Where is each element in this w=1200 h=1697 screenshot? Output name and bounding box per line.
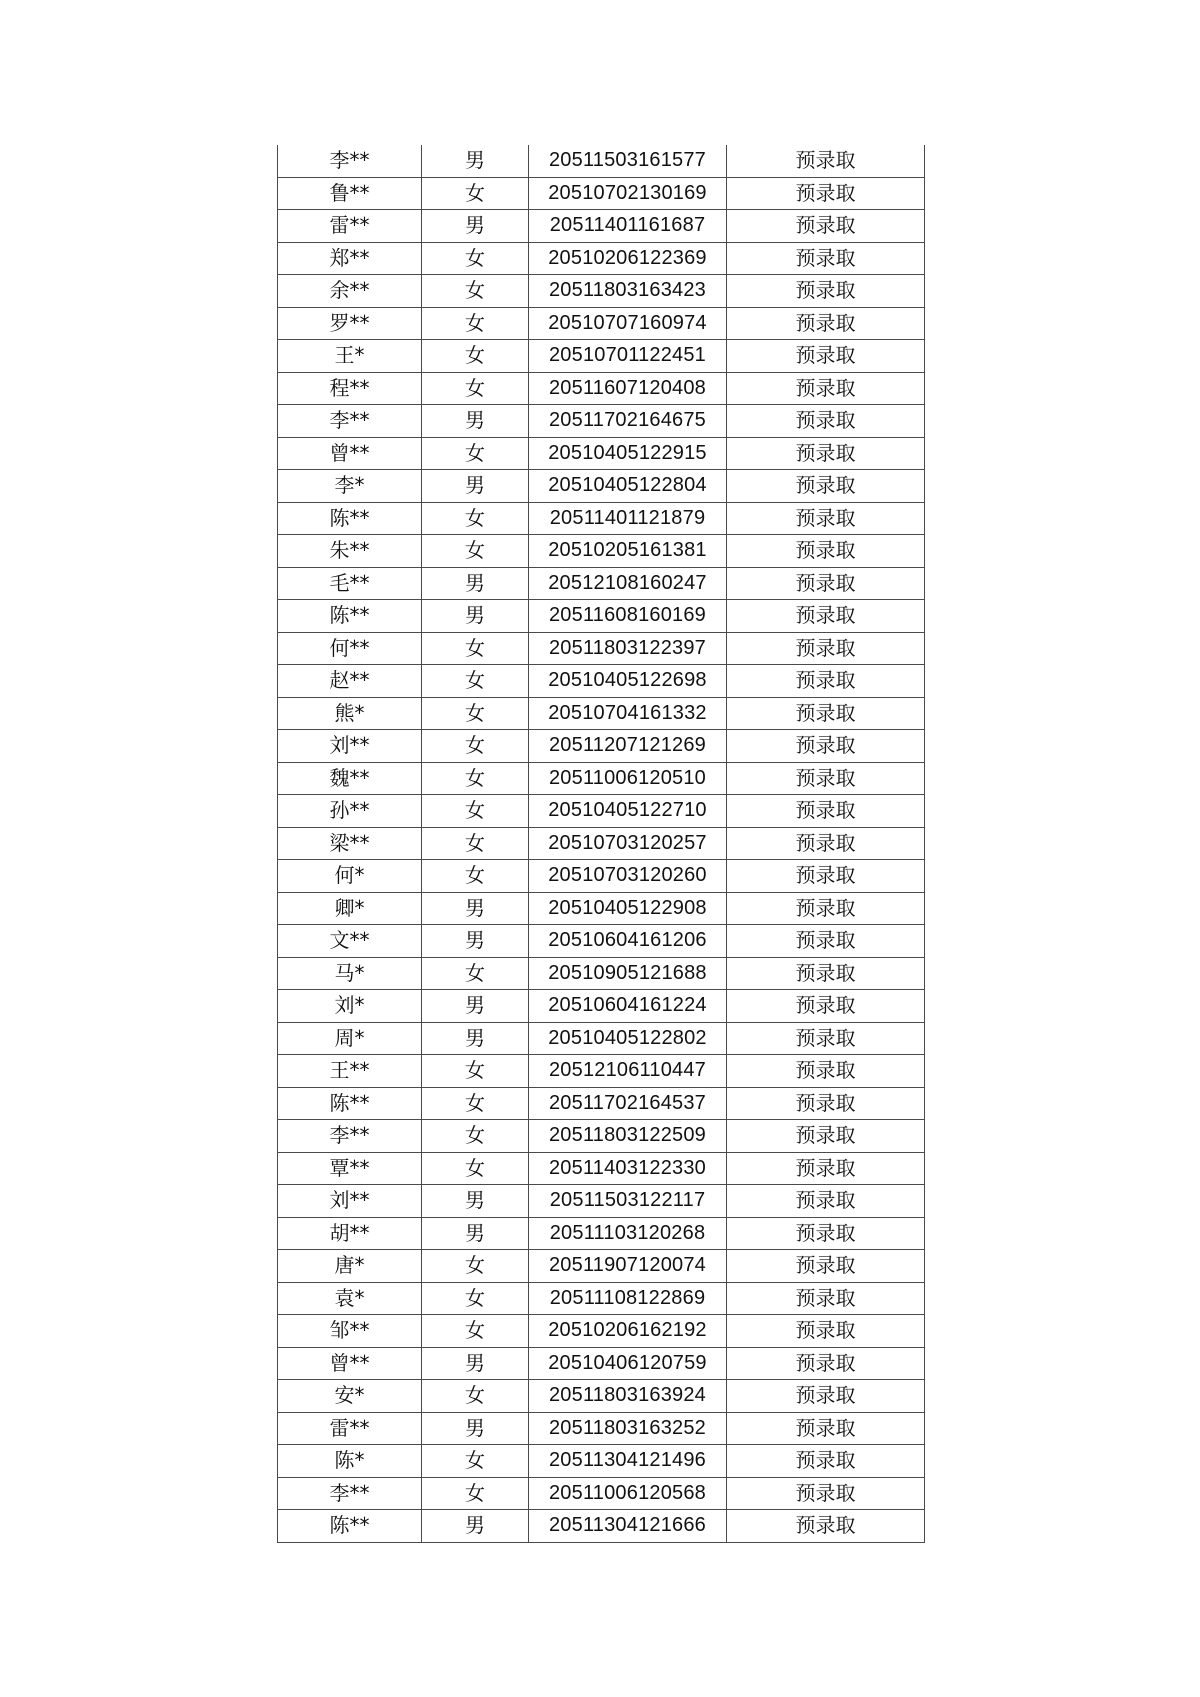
name-cell: 马* xyxy=(278,957,422,990)
candidate-id-cell: 20510707160974 xyxy=(529,307,727,340)
name-cell: 陈** xyxy=(278,502,422,535)
gender-cell: 男 xyxy=(422,1217,529,1250)
candidate-id-cell: 20511108122869 xyxy=(529,1282,727,1315)
candidate-id-cell: 20510405122698 xyxy=(529,665,727,698)
gender-cell: 女 xyxy=(422,827,529,860)
table-row xyxy=(278,340,925,373)
name-cell: 陈* xyxy=(278,1445,422,1478)
table-row xyxy=(278,1445,925,1478)
name-cell: 刘** xyxy=(278,1185,422,1218)
candidate-id-cell: 20511608160169 xyxy=(529,600,727,633)
status-cell: 预录取 xyxy=(727,1315,925,1348)
candidate-id-cell: 20511403122330 xyxy=(529,1152,727,1185)
name-cell: 曾** xyxy=(278,1347,422,1380)
status-cell: 预录取 xyxy=(727,567,925,600)
table-row xyxy=(278,275,925,308)
status-cell: 预录取 xyxy=(727,1022,925,1055)
name-cell: 赵** xyxy=(278,665,422,698)
candidate-id-cell: 20511503161577 xyxy=(529,145,727,177)
gender-cell: 男 xyxy=(422,470,529,503)
table-row xyxy=(278,470,925,503)
table-row xyxy=(278,957,925,990)
table-row xyxy=(278,1022,925,1055)
status-cell: 预录取 xyxy=(727,210,925,243)
name-cell: 李** xyxy=(278,405,422,438)
table-row xyxy=(278,145,925,177)
status-cell: 预录取 xyxy=(727,632,925,665)
candidate-id-cell: 20511503122117 xyxy=(529,1185,727,1218)
name-cell: 胡** xyxy=(278,1217,422,1250)
status-cell: 预录取 xyxy=(727,1510,925,1543)
status-cell: 预录取 xyxy=(727,795,925,828)
candidate-id-cell: 20511304121496 xyxy=(529,1445,727,1478)
table-row xyxy=(278,600,925,633)
status-cell: 预录取 xyxy=(727,1152,925,1185)
status-cell: 预录取 xyxy=(727,1380,925,1413)
status-cell: 预录取 xyxy=(727,307,925,340)
name-cell: 王* xyxy=(278,340,422,373)
table-row xyxy=(278,307,925,340)
name-cell: 覃** xyxy=(278,1152,422,1185)
status-cell: 预录取 xyxy=(727,827,925,860)
gender-cell: 男 xyxy=(422,1347,529,1380)
name-cell: 李* xyxy=(278,470,422,503)
status-cell: 预录取 xyxy=(727,535,925,568)
status-cell: 预录取 xyxy=(727,437,925,470)
candidate-id-cell: 20510905121688 xyxy=(529,957,727,990)
gender-cell: 女 xyxy=(422,1152,529,1185)
table-row xyxy=(278,632,925,665)
gender-cell: 女 xyxy=(422,795,529,828)
table-row xyxy=(278,1120,925,1153)
name-cell: 雷** xyxy=(278,1412,422,1445)
name-cell: 程** xyxy=(278,372,422,405)
status-cell: 预录取 xyxy=(727,990,925,1023)
gender-cell: 女 xyxy=(422,1055,529,1088)
status-cell: 预录取 xyxy=(727,730,925,763)
table-row xyxy=(278,665,925,698)
status-cell: 预录取 xyxy=(727,145,925,177)
candidate-id-cell: 20511607120408 xyxy=(529,372,727,405)
candidate-id-cell: 20511103120268 xyxy=(529,1217,727,1250)
candidate-id-cell: 20511803163252 xyxy=(529,1412,727,1445)
candidate-id-cell: 20511304121666 xyxy=(529,1510,727,1543)
candidate-id-cell: 20510405122908 xyxy=(529,892,727,925)
gender-cell: 女 xyxy=(422,502,529,535)
table-row xyxy=(278,1185,925,1218)
table-row xyxy=(278,1412,925,1445)
name-cell: 罗** xyxy=(278,307,422,340)
name-cell: 陈** xyxy=(278,1510,422,1543)
table-row xyxy=(278,892,925,925)
candidate-id-cell: 20511207121269 xyxy=(529,730,727,763)
status-cell: 预录取 xyxy=(727,1445,925,1478)
candidate-id-cell: 20511803163423 xyxy=(529,275,727,308)
name-cell: 魏** xyxy=(278,762,422,795)
status-cell: 预录取 xyxy=(727,502,925,535)
status-cell: 预录取 xyxy=(727,1347,925,1380)
name-cell: 文** xyxy=(278,925,422,958)
table-row xyxy=(278,860,925,893)
candidate-id-cell: 20510206162192 xyxy=(529,1315,727,1348)
name-cell: 何* xyxy=(278,860,422,893)
name-cell: 刘* xyxy=(278,990,422,1023)
table-row xyxy=(278,437,925,470)
table-row xyxy=(278,1152,925,1185)
name-cell: 毛** xyxy=(278,567,422,600)
name-cell: 陈** xyxy=(278,600,422,633)
gender-cell: 女 xyxy=(422,697,529,730)
table-row xyxy=(278,925,925,958)
candidate-id-cell: 20510405122915 xyxy=(529,437,727,470)
status-cell: 预录取 xyxy=(727,762,925,795)
name-cell: 孙** xyxy=(278,795,422,828)
table-row xyxy=(278,535,925,568)
gender-cell: 女 xyxy=(422,1120,529,1153)
name-cell: 周* xyxy=(278,1022,422,1055)
status-cell: 预录取 xyxy=(727,1217,925,1250)
status-cell: 预录取 xyxy=(727,1282,925,1315)
table-row xyxy=(278,1510,925,1543)
table-row xyxy=(278,567,925,600)
candidate-id-cell: 20510205161381 xyxy=(529,535,727,568)
table-row xyxy=(278,405,925,438)
name-cell: 郑** xyxy=(278,242,422,275)
table-row xyxy=(278,762,925,795)
table-row xyxy=(278,1055,925,1088)
admission-table xyxy=(277,145,925,1543)
gender-cell: 女 xyxy=(422,1380,529,1413)
status-cell: 预录取 xyxy=(727,340,925,373)
name-cell: 卿* xyxy=(278,892,422,925)
name-cell: 邹** xyxy=(278,1315,422,1348)
status-cell: 预录取 xyxy=(727,665,925,698)
gender-cell: 男 xyxy=(422,892,529,925)
name-cell: 熊* xyxy=(278,697,422,730)
gender-cell: 女 xyxy=(422,372,529,405)
candidate-id-cell: 20510206122369 xyxy=(529,242,727,275)
gender-cell: 女 xyxy=(422,535,529,568)
status-cell: 预录取 xyxy=(727,860,925,893)
table-row xyxy=(278,827,925,860)
name-cell: 刘** xyxy=(278,730,422,763)
table-row xyxy=(278,1477,925,1510)
gender-cell: 女 xyxy=(422,1315,529,1348)
gender-cell: 男 xyxy=(422,1412,529,1445)
candidate-id-cell: 20510701122451 xyxy=(529,340,727,373)
gender-cell: 男 xyxy=(422,567,529,600)
gender-cell: 女 xyxy=(422,1282,529,1315)
name-cell: 安* xyxy=(278,1380,422,1413)
status-cell: 预录取 xyxy=(727,600,925,633)
candidate-id-cell: 20512108160247 xyxy=(529,567,727,600)
status-cell: 预录取 xyxy=(727,372,925,405)
gender-cell: 女 xyxy=(422,1250,529,1283)
table-row xyxy=(278,1250,925,1283)
gender-cell: 女 xyxy=(422,242,529,275)
gender-cell: 男 xyxy=(422,1022,529,1055)
table-row xyxy=(278,372,925,405)
status-cell: 预录取 xyxy=(727,1120,925,1153)
name-cell: 陈** xyxy=(278,1087,422,1120)
status-cell: 预录取 xyxy=(727,1412,925,1445)
candidate-id-cell: 20511803122397 xyxy=(529,632,727,665)
name-cell: 何** xyxy=(278,632,422,665)
name-cell: 余** xyxy=(278,275,422,308)
candidate-id-cell: 20511401121879 xyxy=(529,502,727,535)
candidate-id-cell: 20510704161332 xyxy=(529,697,727,730)
gender-cell: 女 xyxy=(422,860,529,893)
status-cell: 预录取 xyxy=(727,1055,925,1088)
admission-table-body xyxy=(278,145,925,1542)
name-cell: 朱** xyxy=(278,535,422,568)
table-row xyxy=(278,177,925,210)
gender-cell: 男 xyxy=(422,210,529,243)
candidate-id-cell: 20511702164675 xyxy=(529,405,727,438)
candidate-id-cell: 20510604161224 xyxy=(529,990,727,1023)
table-row xyxy=(278,1282,925,1315)
status-cell: 预录取 xyxy=(727,405,925,438)
gender-cell: 女 xyxy=(422,1477,529,1510)
candidate-id-cell: 20511907120074 xyxy=(529,1250,727,1283)
candidate-id-cell: 20510604161206 xyxy=(529,925,727,958)
candidate-id-cell: 20510703120257 xyxy=(529,827,727,860)
candidate-id-cell: 20510703120260 xyxy=(529,860,727,893)
candidate-id-cell: 20511803122509 xyxy=(529,1120,727,1153)
status-cell: 预录取 xyxy=(727,925,925,958)
gender-cell: 女 xyxy=(422,437,529,470)
status-cell: 预录取 xyxy=(727,1185,925,1218)
status-cell: 预录取 xyxy=(727,1087,925,1120)
name-cell: 鲁** xyxy=(278,177,422,210)
name-cell: 唐* xyxy=(278,1250,422,1283)
candidate-id-cell: 20510405122804 xyxy=(529,470,727,503)
status-cell: 预录取 xyxy=(727,697,925,730)
candidate-id-cell: 20510405122710 xyxy=(529,795,727,828)
gender-cell: 男 xyxy=(422,1185,529,1218)
gender-cell: 男 xyxy=(422,600,529,633)
candidate-id-cell: 20511702164537 xyxy=(529,1087,727,1120)
gender-cell: 女 xyxy=(422,632,529,665)
name-cell: 梁** xyxy=(278,827,422,860)
table-row xyxy=(278,1087,925,1120)
status-cell: 预录取 xyxy=(727,470,925,503)
gender-cell: 男 xyxy=(422,405,529,438)
candidate-id-cell: 20511803163924 xyxy=(529,1380,727,1413)
table-row xyxy=(278,1347,925,1380)
table-row xyxy=(278,1217,925,1250)
table-row xyxy=(278,1315,925,1348)
status-cell: 预录取 xyxy=(727,957,925,990)
name-cell: 曾** xyxy=(278,437,422,470)
status-cell: 预录取 xyxy=(727,1477,925,1510)
name-cell: 李** xyxy=(278,145,422,177)
candidate-id-cell: 20510405122802 xyxy=(529,1022,727,1055)
gender-cell: 男 xyxy=(422,925,529,958)
status-cell: 预录取 xyxy=(727,892,925,925)
candidate-id-cell: 20510702130169 xyxy=(529,177,727,210)
name-cell: 李** xyxy=(278,1120,422,1153)
gender-cell: 女 xyxy=(422,177,529,210)
candidate-id-cell: 20510406120759 xyxy=(529,1347,727,1380)
status-cell: 预录取 xyxy=(727,275,925,308)
status-cell: 预录取 xyxy=(727,177,925,210)
candidate-id-cell: 20511401161687 xyxy=(529,210,727,243)
gender-cell: 女 xyxy=(422,957,529,990)
candidate-id-cell: 20512106110447 xyxy=(529,1055,727,1088)
candidate-id-cell: 20511006120568 xyxy=(529,1477,727,1510)
gender-cell: 女 xyxy=(422,730,529,763)
table-row xyxy=(278,502,925,535)
gender-cell: 女 xyxy=(422,762,529,795)
gender-cell: 男 xyxy=(422,1510,529,1543)
table-row xyxy=(278,730,925,763)
table-row xyxy=(278,210,925,243)
table-row xyxy=(278,242,925,275)
gender-cell: 女 xyxy=(422,275,529,308)
gender-cell: 女 xyxy=(422,1445,529,1478)
gender-cell: 女 xyxy=(422,1087,529,1120)
name-cell: 王** xyxy=(278,1055,422,1088)
gender-cell: 女 xyxy=(422,307,529,340)
table-row xyxy=(278,795,925,828)
table-row xyxy=(278,697,925,730)
name-cell: 袁* xyxy=(278,1282,422,1315)
table-row xyxy=(278,990,925,1023)
table-row xyxy=(278,1380,925,1413)
gender-cell: 男 xyxy=(422,145,529,177)
status-cell: 预录取 xyxy=(727,1250,925,1283)
name-cell: 李** xyxy=(278,1477,422,1510)
gender-cell: 女 xyxy=(422,340,529,373)
name-cell: 雷** xyxy=(278,210,422,243)
gender-cell: 男 xyxy=(422,990,529,1023)
status-cell: 预录取 xyxy=(727,242,925,275)
gender-cell: 女 xyxy=(422,665,529,698)
candidate-id-cell: 20511006120510 xyxy=(529,762,727,795)
